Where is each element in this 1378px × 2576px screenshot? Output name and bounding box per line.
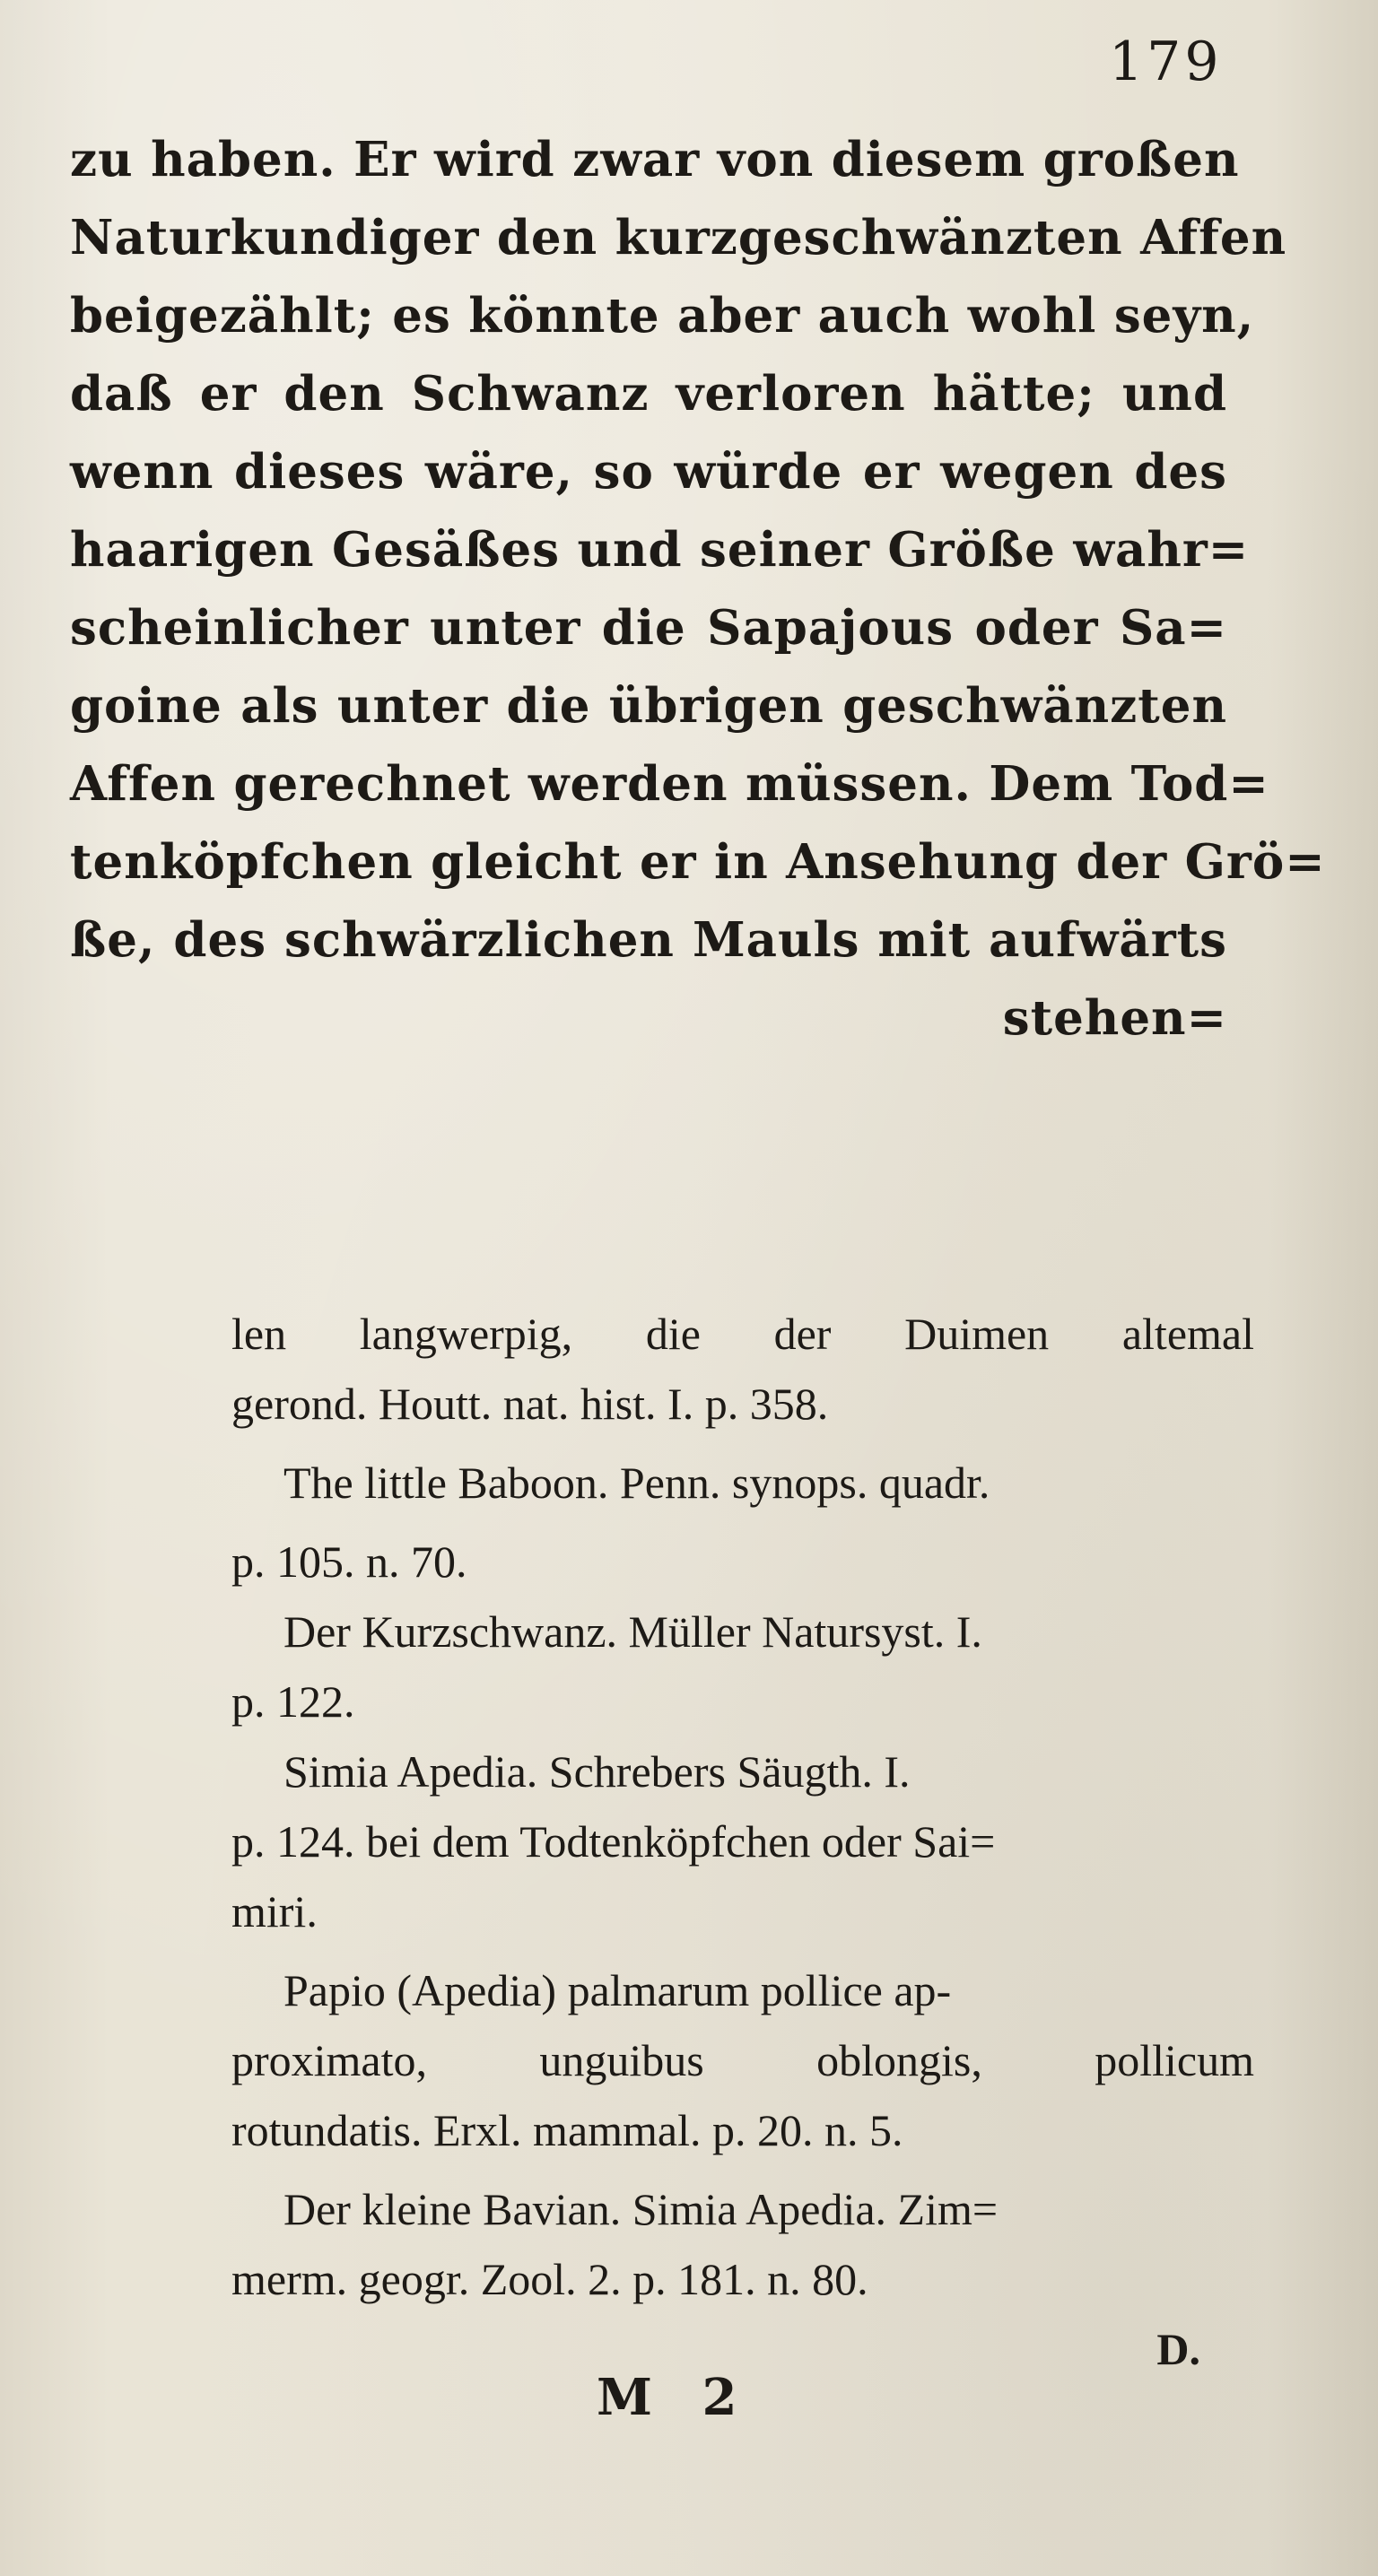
footnote-line: rotundatis. Erxl. mammal. p. 20. n. 5. [231,2105,903,2155]
catchword: D. [1156,2324,1200,2374]
main-text-line: ße, des schwärzlichen Mauls mit aufwärts [70,912,1227,968]
main-text-line: zu haben. Er wird zwar von diesem großen [70,132,1240,187]
footnote-line: p. 124. bei dem Todtenköpfchen oder Sai= [231,1816,996,1867]
catchword: stehen= [1002,990,1227,1046]
footnote-line: p. 105. n. 70. [231,1536,467,1587]
footnote-line: Der Kurzschwanz. Müller Natursyst. I. [283,1606,982,1657]
footnote-block [231,1299,1254,2384]
footnote-line: len langwerpig, die der Duimen altemal [231,1309,1254,1359]
footnote-line: merm. geogr. Zool. 2. p. 181. n. 80. [231,2254,868,2304]
main-text-line: wenn dieses wäre, so würde er wegen des [70,444,1227,500]
main-text-line: Affen gerechnet werden müssen. Dem Tod= [70,756,1269,812]
footnote-line: miri. [231,1886,318,1936]
page-number: 179 [1109,30,1223,93]
main-text-line: tenköpfchen gleicht er in Ansehung der Grö= [70,834,1326,890]
main-text-line: goine als unter die übrigen geschwänzten [70,678,1227,734]
main-text-line: daß er den Schwanz verloren hätte; und [70,366,1227,422]
footnote-line: proximato, unguibus oblongis, pollicum [231,2035,1254,2085]
footnote-line: Simia Apedia. Schrebers Säugth. I. [283,1746,911,1797]
main-text-line: beigezählt; es könnte aber auch wohl seyn, [70,288,1255,344]
footnote-line: The little Baboon. Penn. synops. quadr. [283,1458,990,1508]
footnote-line: Der kleine Bavian. Simia Apedia. Zim= [283,2184,999,2234]
footnote-line: p. 122. [231,1676,355,1727]
main-text-block [70,121,1326,1057]
main-text-line: haarigen Gesäßes und seiner Größe wahr= [70,522,1250,578]
printer-signature: M 2 [597,2368,754,2427]
footnote-line: Papio (Apedia) palmarum pollice ap- [283,1965,952,2015]
main-text-line: scheinlicher unter die Sapajous oder Sa= [70,600,1227,656]
main-text-line: Naturkundiger den kurzgeschwänzten Affen [70,210,1287,265]
footnote-line: gerond. Houtt. nat. hist. I. p. 358. [231,1379,829,1429]
